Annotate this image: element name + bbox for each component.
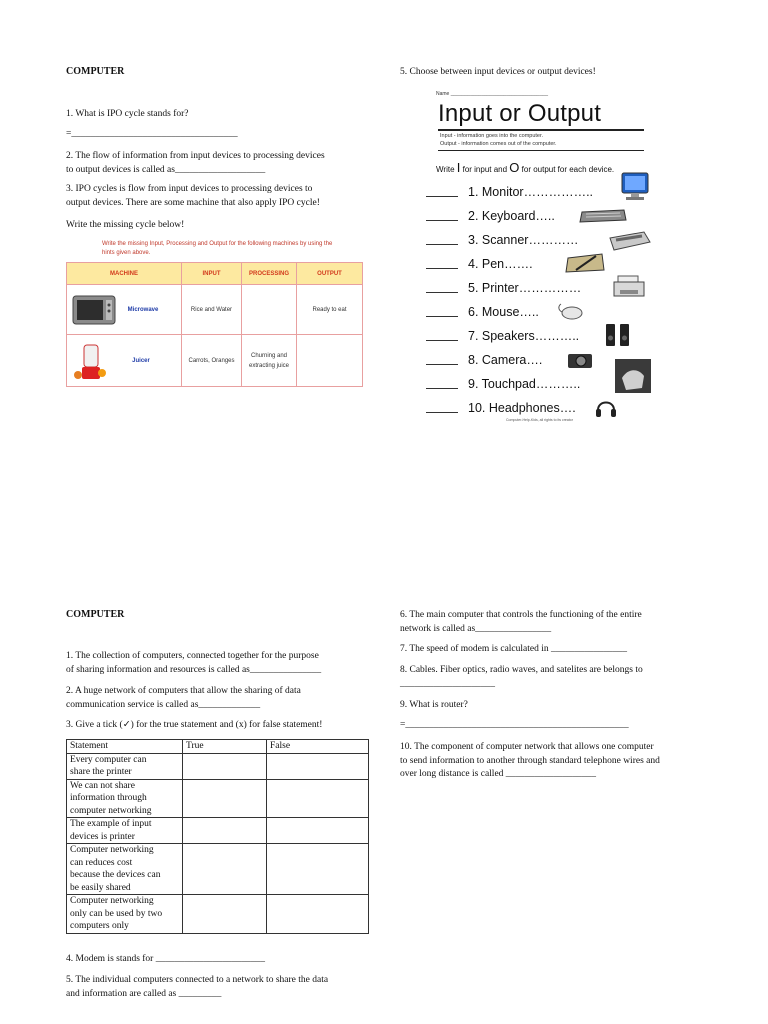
statement-line: information through [70, 793, 147, 803]
mouse-icon [558, 302, 584, 322]
instr-part: Write [436, 165, 457, 174]
device-row [426, 280, 652, 300]
worksheet-instruction [436, 160, 614, 175]
statement-line: only can be used by two [70, 908, 163, 919]
hint-line2: hints given above. [102, 250, 151, 256]
microwave-icon [72, 292, 116, 328]
title-rule [438, 129, 644, 131]
headphones-icon [594, 396, 618, 420]
answer-blank[interactable] [426, 292, 458, 293]
question-1: 1. What is IPO cycle stands for? [66, 109, 189, 119]
q5-line1: 5. The individual computers connected to a network to share the data [66, 975, 329, 985]
device-row [426, 256, 652, 276]
q1-line2[interactable]: of sharing information and resources is called as_______________ [66, 664, 322, 675]
statement-cell [67, 779, 183, 818]
machine-cell [67, 285, 182, 335]
answer-blank[interactable] [426, 316, 458, 317]
statement-line: Computer networking [70, 845, 154, 855]
header-processing: PROCESSING [242, 263, 297, 285]
input-definition: Input - information goes into the computer. [440, 133, 544, 139]
statement-line: The example of input [70, 819, 152, 829]
answer-blank[interactable] [426, 364, 458, 365]
monitor-icon [620, 172, 652, 202]
true-cell[interactable] [183, 779, 267, 818]
true-cell[interactable] [183, 753, 267, 779]
true-cell[interactable] [183, 818, 267, 844]
question-3 [66, 183, 320, 210]
question-5-choose: 5. Choose between input devices or output devices! [400, 67, 596, 77]
header-false: False [267, 740, 369, 754]
header-statement: Statement [67, 740, 183, 754]
instr-part: for input and [460, 165, 510, 174]
touchpad-icon [614, 358, 652, 394]
question-2 [66, 150, 325, 177]
worksheet-title: Input or Output [438, 100, 602, 127]
statement-cell [67, 818, 183, 844]
true-false-table [66, 739, 369, 934]
machine-cell [67, 335, 182, 387]
statement-line: can reduces cost [70, 857, 133, 868]
header-machine: MACHINE [67, 263, 182, 285]
question-3-line2: output devices. There are some machine that also apply IPO cycle! [66, 197, 320, 208]
page2-question-2 [66, 685, 301, 712]
worksheet-footer: Computer-Help-Kids, all rights to its creator [506, 418, 573, 422]
header-input: INPUT [182, 263, 242, 285]
q5-line2[interactable]: and information are called as _________ [66, 988, 222, 999]
question-3-line1: 3. IPO cycles is flow from input devices to processing devices to [66, 184, 313, 194]
page2-question-7[interactable]: 7. The speed of modem is calculated in ________________ [400, 644, 627, 654]
device-row [426, 232, 652, 252]
page2-question-4[interactable]: 4. Modem is stands for _______________________ [66, 954, 265, 964]
q8-line2[interactable]: ____________________ [400, 678, 495, 689]
answer-blank[interactable] [426, 268, 458, 269]
device-label: 8. Camera…. [468, 353, 543, 367]
q2-line1: 2. A huge network of computers that allow the sharing of data [66, 686, 301, 696]
instr-part: for output for each device. [519, 165, 615, 174]
device-label: 7. Speakers……….. [468, 329, 580, 343]
processing-cell[interactable] [242, 285, 297, 335]
statement-line: be easily shared [70, 882, 131, 893]
device-label: 4. Pen……. [468, 257, 533, 271]
scanner-icon [606, 228, 652, 252]
page2-question-1 [66, 650, 321, 677]
device-label: 9. Touchpad……….. [468, 377, 581, 391]
statement-cell [67, 895, 183, 934]
name-field: Name ___________________________________ [436, 91, 549, 97]
answer-blank[interactable] [426, 220, 458, 221]
instr-letter-o: O [509, 160, 520, 175]
page2-question-6 [400, 609, 642, 636]
false-cell[interactable] [267, 895, 369, 934]
q6-line1: 6. The main computer that controls the functioning of the entire [400, 610, 642, 620]
table-row [67, 895, 369, 934]
hint-line1: Write the missing Input, Processing and Output for the following machines by using the [102, 241, 333, 247]
output-definition: Output - information comes out of the computer. [440, 141, 557, 147]
page2-question-10 [400, 741, 660, 782]
answer-blank[interactable] [426, 340, 458, 341]
statement-line: We can not share [70, 780, 135, 791]
q8-line1: 8. Cables. Fiber optics, radio waves, and satelites are belongs to [400, 665, 643, 675]
output-cell: Ready to eat [297, 285, 363, 335]
answer-blank[interactable] [426, 196, 458, 197]
page2-question-9-answer-line[interactable]: =_______________________________________________ [400, 720, 629, 730]
answer-blank[interactable] [426, 412, 458, 413]
q2-line2[interactable]: communication service is called as_____________ [66, 699, 261, 710]
input-or-output-worksheet [424, 88, 652, 428]
question-1-answer-line[interactable]: =___________________________________ [66, 129, 238, 139]
question-2-line1: 2. The flow of information from input devices to processing devices [66, 151, 325, 161]
device-label: 5. Printer…………… [468, 281, 582, 295]
statement-line: computers only [70, 921, 129, 931]
statement-line: devices is printer [70, 831, 135, 842]
page2-question-9: 9. What is router? [400, 700, 468, 710]
device-label: 6. Mouse….. [468, 305, 539, 319]
q10-line3[interactable]: over long distance is called ___________________ [400, 769, 597, 779]
table-row [67, 753, 369, 779]
definition-rule [438, 150, 644, 151]
device-row [426, 304, 652, 324]
pen-tablet-icon [562, 252, 608, 274]
true-cell[interactable] [183, 844, 267, 895]
speakers-icon [604, 322, 632, 348]
page2-heading: COMPUTER [66, 609, 125, 620]
table-row [67, 818, 369, 844]
true-cell[interactable] [183, 895, 267, 934]
machine-table [66, 262, 363, 387]
header-output: OUTPUT [297, 263, 363, 285]
q6-line2[interactable]: network is called as________________ [400, 623, 552, 634]
statement-cell [67, 844, 183, 895]
answer-blank[interactable] [426, 388, 458, 389]
device-label: 1. Monitor…………….. [468, 185, 594, 199]
missing-cycle-instruction: Write the missing cycle below! [66, 220, 185, 230]
keyboard-icon [578, 208, 628, 224]
input-cell: Rice and Water [182, 285, 242, 335]
device-label: 10. Headphones…. [468, 401, 576, 415]
printer-icon [612, 274, 646, 300]
statement-cell [67, 753, 183, 779]
false-cell[interactable] [267, 844, 369, 895]
device-label: 3. Scanner………… [468, 233, 579, 247]
device-row [426, 400, 652, 420]
statement-line: because the devices can [70, 870, 161, 880]
table-row [67, 844, 369, 895]
page2-question-8 [400, 664, 643, 691]
device-row [426, 184, 652, 204]
machine-table-image [66, 240, 364, 377]
machine-juicer: Juicer [132, 357, 150, 364]
page2-question-3: 3. Give a tick (✓) for the true statement and (x) for false statement! [66, 720, 323, 730]
page1-heading: COMPUTER [66, 66, 125, 77]
page2-question-5 [66, 974, 328, 1001]
processing-cell: Churning and extracting juice [242, 335, 297, 387]
input-cell: Carrots, Oranges [182, 335, 242, 387]
camera-icon [566, 350, 594, 370]
answer-blank[interactable] [426, 244, 458, 245]
table-row [67, 779, 369, 818]
statement-line: share the printer [70, 767, 132, 777]
device-row [426, 328, 652, 348]
device-label: 2. Keyboard….. [468, 209, 555, 223]
device-row [426, 376, 652, 396]
q10-line1: 10. The component of computer network that allows one computer [400, 742, 654, 752]
false-cell[interactable] [267, 779, 369, 818]
false-cell[interactable] [267, 818, 369, 844]
q1-line1: 1. The collection of computers, connected together for the purpose [66, 651, 319, 661]
device-row [426, 208, 652, 228]
false-cell[interactable] [267, 753, 369, 779]
output-cell[interactable] [297, 335, 363, 387]
q10-line2: to send information to another through standard telephone wires and [400, 755, 660, 766]
machine-microwave: Microwave [127, 306, 159, 313]
statement-line: Computer networking [70, 896, 154, 906]
juicer-icon [72, 339, 112, 383]
statement-line: computer networking [70, 805, 152, 816]
machine-table-hint [66, 240, 364, 258]
question-2-line2[interactable]: to output devices is called as___________________ [66, 164, 266, 175]
instr-letter-i: I [456, 160, 461, 175]
header-true: True [183, 740, 267, 754]
statement-line: Every computer can [70, 754, 147, 765]
